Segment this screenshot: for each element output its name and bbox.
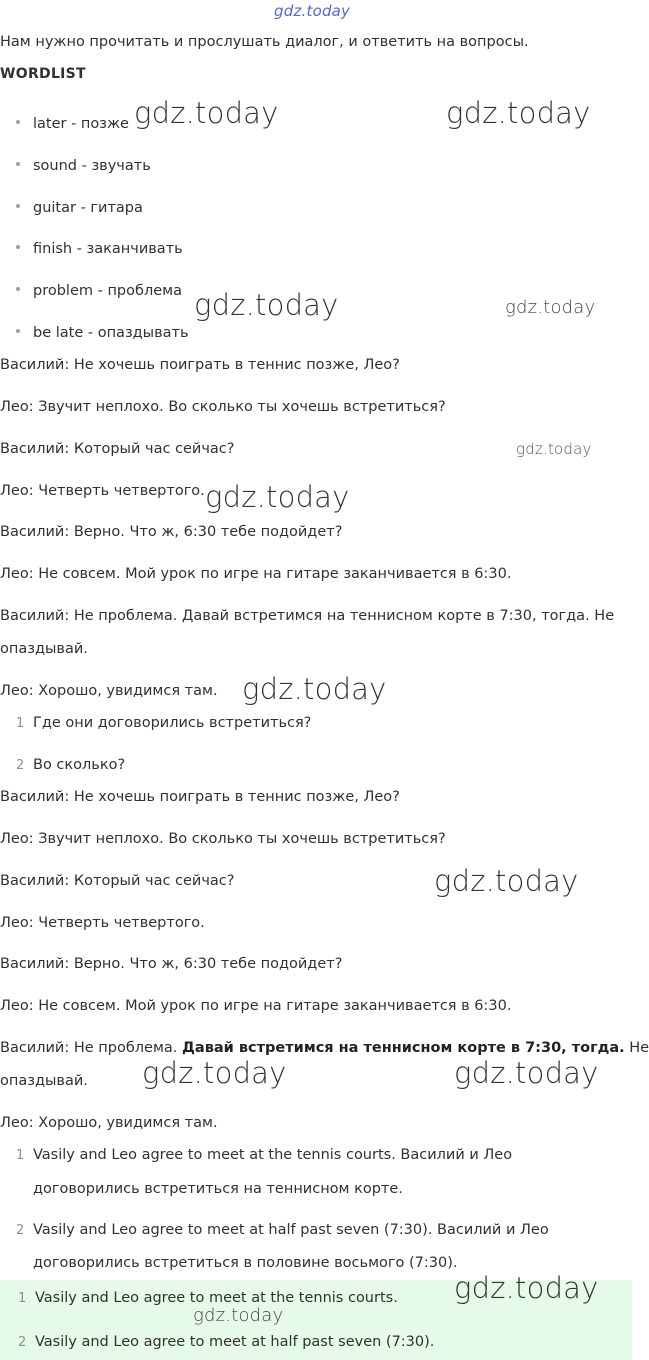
dialog-line: Василий: Который час сейчас? bbox=[0, 441, 235, 457]
wordlist-item: sound - звучать bbox=[16, 158, 151, 174]
watermark: gdz.today bbox=[516, 440, 592, 458]
watermark: gdz.today bbox=[505, 297, 596, 318]
dialog-line: Лео: Хорошо, увидимся там. bbox=[0, 683, 218, 699]
watermark: gdz.today bbox=[454, 1056, 599, 1090]
watermark: gdz.today bbox=[434, 864, 579, 898]
watermark: gdz.today bbox=[193, 1305, 284, 1326]
dialog-line: Лео: Не совсем. Мой урок по игре на гитаре заканчивается в 6:30. bbox=[0, 998, 512, 1014]
bullet-icon bbox=[16, 245, 20, 249]
dialog-line: Василий: Верно. Что ж, 6:30 тебе подойдет? bbox=[0, 524, 343, 540]
bullet-icon bbox=[16, 204, 20, 208]
question-item: 2 Во сколько? bbox=[16, 757, 126, 773]
dialog-line: Василий: Не хочешь поиграть в теннис позже, Лео? bbox=[0, 357, 400, 373]
dialog-line: опаздывай. bbox=[0, 641, 88, 657]
dialog-line: Лео: Четверть четвертого. bbox=[0, 915, 205, 931]
bullet-icon bbox=[16, 329, 20, 333]
watermark: gdz.today bbox=[142, 1056, 287, 1090]
watermark: gdz.today bbox=[454, 1271, 599, 1305]
bullet-icon bbox=[16, 120, 20, 124]
answer-sentence-bold: Давай встретимся на теннисном корте в 7:30, тогда. bbox=[182, 1040, 625, 1056]
dialog-line: опаздывай. bbox=[0, 1073, 88, 1089]
wordlist-item: be late - опаздывать bbox=[16, 325, 189, 341]
watermark: gdz.today bbox=[205, 480, 350, 514]
answer-item-continuation: договорились встретиться на теннисном корте. bbox=[33, 1181, 403, 1197]
watermark: gdz.today bbox=[242, 672, 387, 706]
watermark: gdz.today bbox=[134, 96, 279, 130]
bullet-icon bbox=[16, 162, 20, 166]
wordlist-item: problem - проблема bbox=[16, 283, 182, 299]
wordlist-item: guitar - гитара bbox=[16, 200, 143, 216]
dialog-line: Лео: Четверть четвертого. bbox=[0, 483, 205, 499]
dialog-line: Василий: Который час сейчас? bbox=[0, 873, 235, 889]
dialog-line: Лео: Звучит неплохо. Во сколько ты хочешь встретиться? bbox=[0, 831, 446, 847]
answer-item-continuation: договорились встретиться в половине восьмого (7:30). bbox=[33, 1255, 458, 1271]
dialog-line: Василий: Не проблема. Давай встретимся на теннисном корте в 7:30, тогда. Не bbox=[0, 608, 615, 624]
dialog-line: Лео: Не совсем. Мой урок по игре на гитаре заканчивается в 6:30. bbox=[0, 566, 512, 582]
watermark: gdz.today bbox=[194, 288, 339, 322]
dialog-line-highlighted: Василий: Не проблема. Давай встретимся на теннисном корте в 7:30, тогда. Не bbox=[0, 1040, 649, 1056]
dialog-line: Лео: Хорошо, увидимся там. bbox=[0, 1115, 218, 1131]
wordlist-item: finish - заканчивать bbox=[16, 241, 183, 257]
watermark-top: gdz.today bbox=[274, 2, 351, 20]
dialog-line: Василий: Верно. Что ж, 6:30 тебе подойдет? bbox=[0, 956, 343, 972]
question-item: 1 Где они договорились встретиться? bbox=[16, 715, 312, 731]
dialog-line: Лео: Звучит неплохо. Во сколько ты хочешь встретиться? bbox=[0, 399, 446, 415]
wordlist-item: later - позже bbox=[16, 116, 129, 132]
dialog-line: Василий: Не хочешь поиграть в теннис позже, Лео? bbox=[0, 789, 400, 805]
final-answer-item: 1 Vasily and Leo agree to meet at the tennis courts. bbox=[18, 1290, 398, 1306]
final-answer-item: 2 Vasily and Leo agree to meet at half past seven (7:30). bbox=[18, 1334, 435, 1350]
wordlist-heading: WORDLIST bbox=[0, 66, 86, 82]
watermark: gdz.today bbox=[446, 96, 591, 130]
answer-item: 2 Vasily and Leo agree to meet at half past seven (7:30). Василий и Лео bbox=[16, 1222, 549, 1238]
answer-item: 1 Vasily and Leo agree to meet at the tennis courts. Василий и Лео bbox=[16, 1147, 513, 1163]
bullet-icon bbox=[16, 287, 20, 291]
intro-text: Нам нужно прочитать и прослушать диалог, и ответить на вопросы. bbox=[0, 34, 529, 50]
